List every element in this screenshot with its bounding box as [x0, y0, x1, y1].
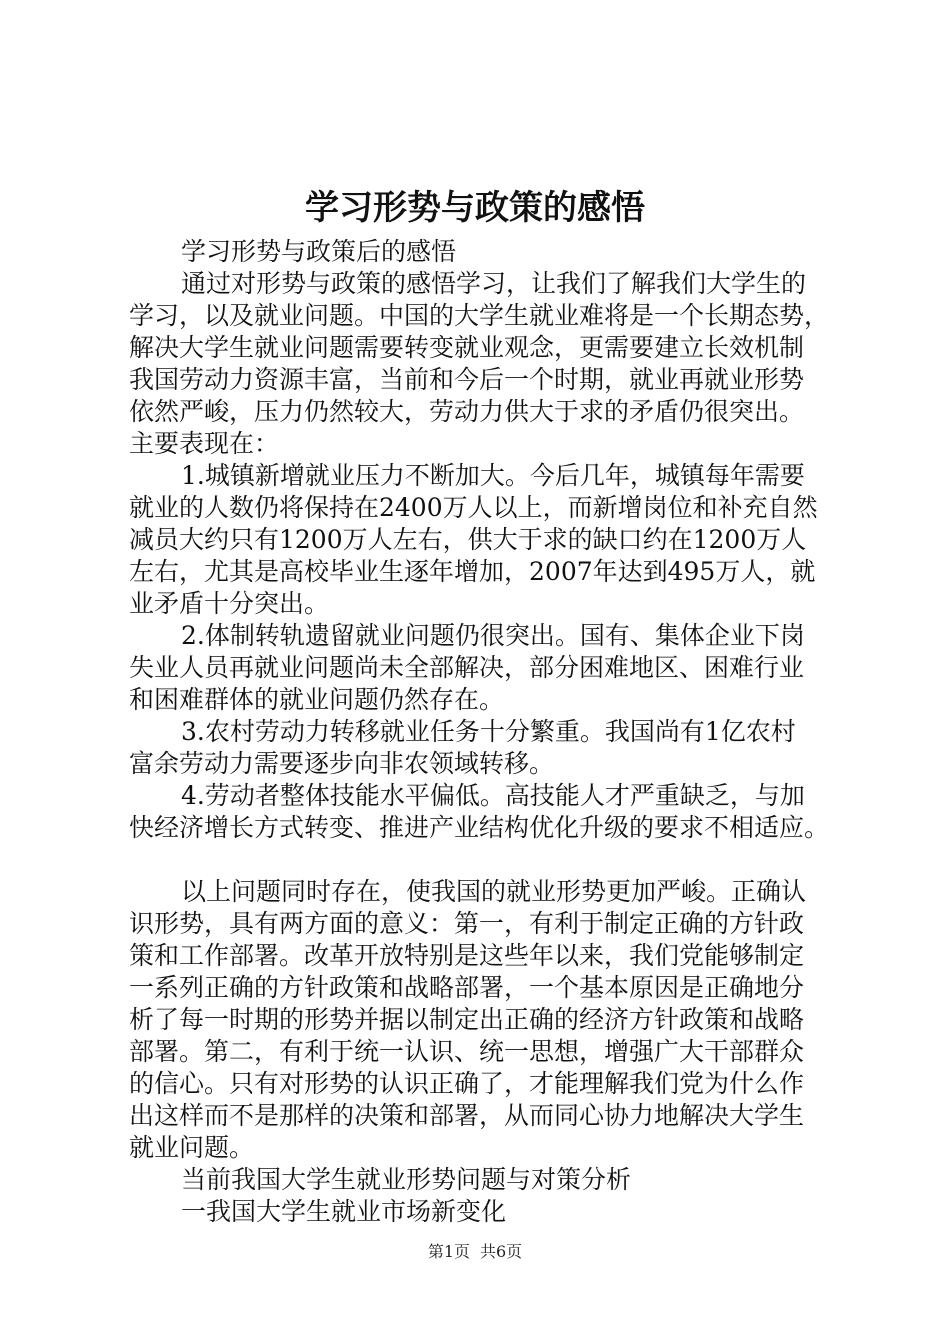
- text-line: 业矛盾十分突出。: [129, 589, 330, 618]
- text-line: 识形势，具有两方面的意义：第一，有利于制定正确的方针政: [129, 909, 805, 938]
- document-body: [129, 236, 849, 1228]
- text-line: 主要表现在：: [129, 429, 280, 458]
- page-number: 第1页: [427, 1242, 470, 1261]
- text-line: 当前我国大学生就业形势问题与对策分析: [181, 1165, 632, 1194]
- text-line: 失业人员再就业问题尚未全部解决，部分困难地区、困难行业: [129, 653, 805, 682]
- text-line: 出这样而不是那样的决策和部署，从而同心协力地解决大学生: [129, 1101, 805, 1130]
- text-line: 解决大学生就业问题需要转变就业观念，更需要建立长效机制: [129, 333, 805, 362]
- text-line: 和困难群体的就业问题仍然存在。: [129, 685, 505, 714]
- text-line: 快经济增长方式转变、推进产业结构优化升级的要求不相适应。: [129, 813, 830, 842]
- page-footer: [0, 1240, 950, 1264]
- text-line: 富余劳动力需要逐步向非农领域转移。: [129, 749, 555, 778]
- text-line: 就业的人数仍将保持在2400万人以上，而新增岗位和补充自然: [129, 493, 818, 522]
- text-line: 一系列正确的方针政策和战略部署，一个基本原因是正确地分: [129, 973, 805, 1002]
- text-line: 析了每一时期的形势并据以制定出正确的经济方针政策和战略: [129, 1005, 805, 1034]
- text-line: 依然严峻，压力仍然较大，劳动力供大于求的矛盾仍很突出。: [129, 397, 805, 426]
- text-line: 以上问题同时存在，使我国的就业形势更加严峻。正确认: [181, 877, 807, 906]
- text-line: 的信心。只有对形势的认识正确了，才能理解我们党为什么作: [129, 1069, 805, 1098]
- text-line: 减员大约只有1200万人左右，供大于求的缺口约在1200万人: [129, 525, 807, 554]
- text-line: 一我国大学生就业市场新变化: [181, 1197, 507, 1226]
- text-line: 左右，尤其是高校毕业生逐年增加，2007年达到495万人，就: [129, 557, 816, 586]
- text-line: 通过对形势与政策的感悟学习，让我们了解我们大学生的: [181, 269, 807, 298]
- page-total: 共6页: [480, 1242, 523, 1261]
- text-line: 1.城镇新增就业压力不断加大。今后几年，城镇每年需要: [181, 461, 805, 490]
- text-line: 4.劳动者整体技能水平偏低。高技能人才严重缺乏，与加: [181, 781, 805, 810]
- text-line: 学习形势与政策后的感悟: [181, 237, 457, 266]
- page-title: 学习形势与政策的感悟: [305, 188, 645, 228]
- paragraph-spacer: [129, 844, 849, 876]
- text-line: 就业问题。: [129, 1133, 255, 1162]
- text-line: 2.体制转轨遗留就业问题仍很突出。国有、集体企业下岗: [181, 621, 805, 650]
- text-line: 我国劳动力资源丰富，当前和今后一个时期，就业再就业形势: [129, 365, 805, 394]
- text-line: 学习，以及就业问题。中国的大学生就业难将是一个长期态势，: [129, 301, 830, 330]
- text-line: 策和工作部署。改革开放特别是这些年以来，我们党能够制定: [129, 941, 805, 970]
- text-line: 部署。第二，有利于统一认识、统一思想，增强广大干部群众: [129, 1037, 805, 1066]
- text-line: 3.农村劳动力转移就业任务十分繁重。我国尚有1亿农村: [181, 717, 796, 746]
